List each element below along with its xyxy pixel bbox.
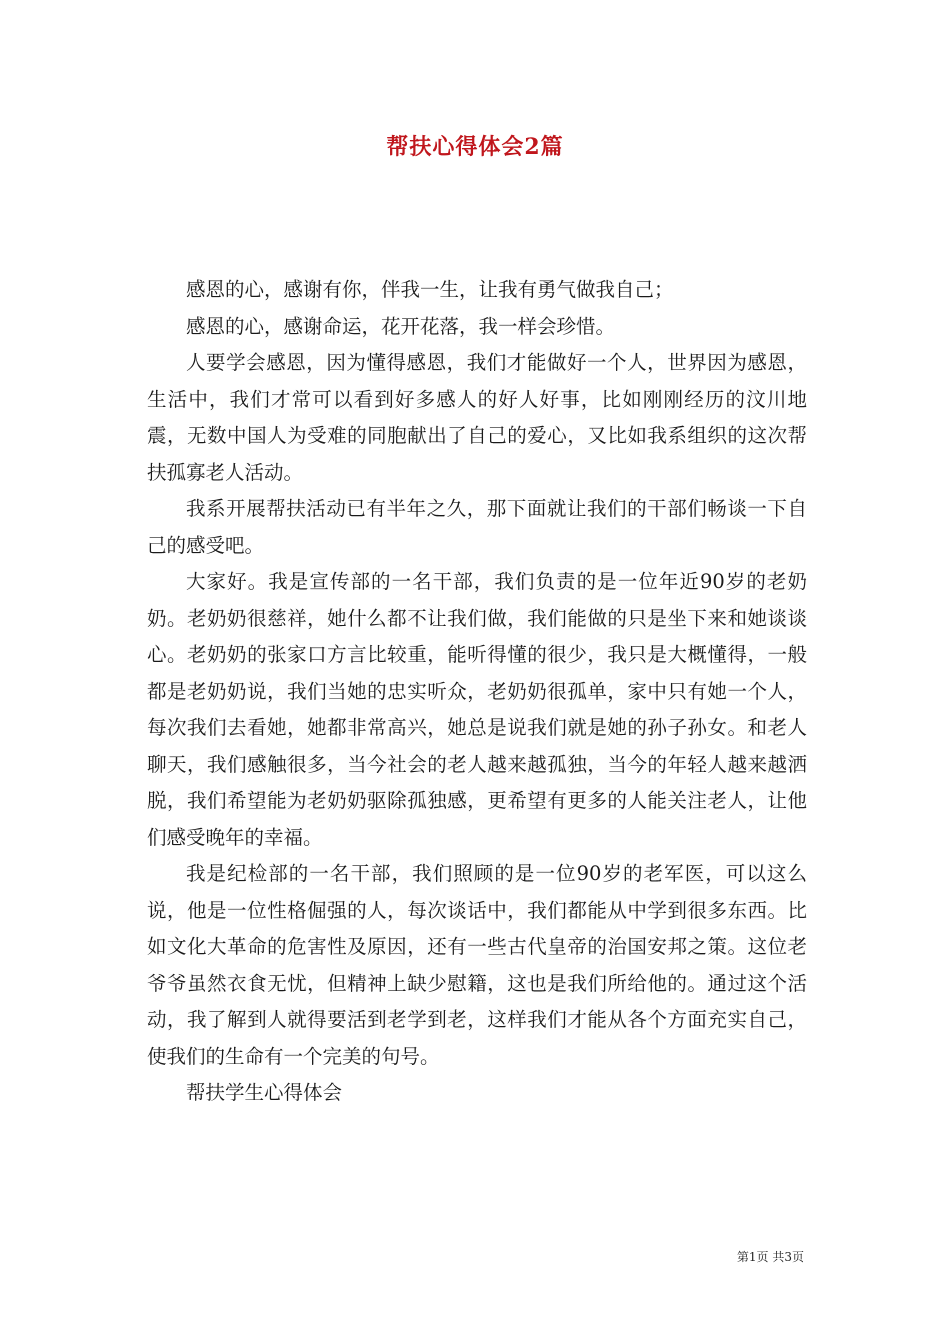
paragraph-2: 感恩的心，感谢命运，花开花落，我一样会珍惜。 [186, 314, 616, 338]
page-footer: 第1页 共3页 [736, 1250, 804, 1264]
paragraph-6: 我是纪检部的一名干部，我们照顾的是一位90岁的老军医，可以这么说，他是一位性格倔强的人，每次谈话中，我们都能从中学到很多东西。比如文化大革命的危害性及原因，还有一些古代皇帝的治国安邦之策。这位老爷爷虽然衣食无忧，但精神上缺少慰籍，这也是我们所给他的。通过这个活动，我了解到人就得要活到老学到老，这样我们才能从各个方面充实自己，使我们的生命有一个完美的句号。 [147, 862, 807, 1068]
paragraph-4: 我系开展帮扶活动已有半年之久，那下面就让我们的干部们畅谈一下自己的感受吧。 [147, 497, 807, 557]
paragraph-1: 感恩的心，感谢有你，伴我一生，让我有勇气做我自己； [186, 278, 674, 301]
document-title: 帮扶心得体会2篇 [386, 134, 564, 160]
paragraph-5: 大家好。我是宣传部的一名干部，我们负责的是一位年近90岁的老奶奶。老奶奶很慈祥，她什么都不让我们做，我们能做的只是坐下来和她谈谈心。老奶奶的张家口方言比较重，能听得懂的很少，我只是大概懂得，一般都是老奶奶说，我们当她的忠实听众，老奶奶很孤单，家中只有她一个人，每次我们去看她，她都非常高兴，她总是说我们就是她的孙子孙女。和老人聊天，我们感触很多，当今社会的老人越来越孤独，当今的年轻人越来越洒脱，我们希望能为老奶奶驱除孤独感，更希望有更多的人能关注老人，让他们感受晚年的幸福。 [147, 570, 807, 849]
paragraph-7: 帮扶学生心得体会 [186, 1081, 343, 1104]
paragraph-3: 人要学会感恩，因为懂得感恩，我们才能做好一个人，世界因为感恩，生活中，我们才常可以看到好多感人的好人好事，比如刚刚经历的汶川地震，无数中国人为受难的同胞献出了自己的爱心，又比如我系组织的这次帮扶孤寡老人活动。 [147, 351, 807, 484]
document-body [147, 272, 807, 1112]
